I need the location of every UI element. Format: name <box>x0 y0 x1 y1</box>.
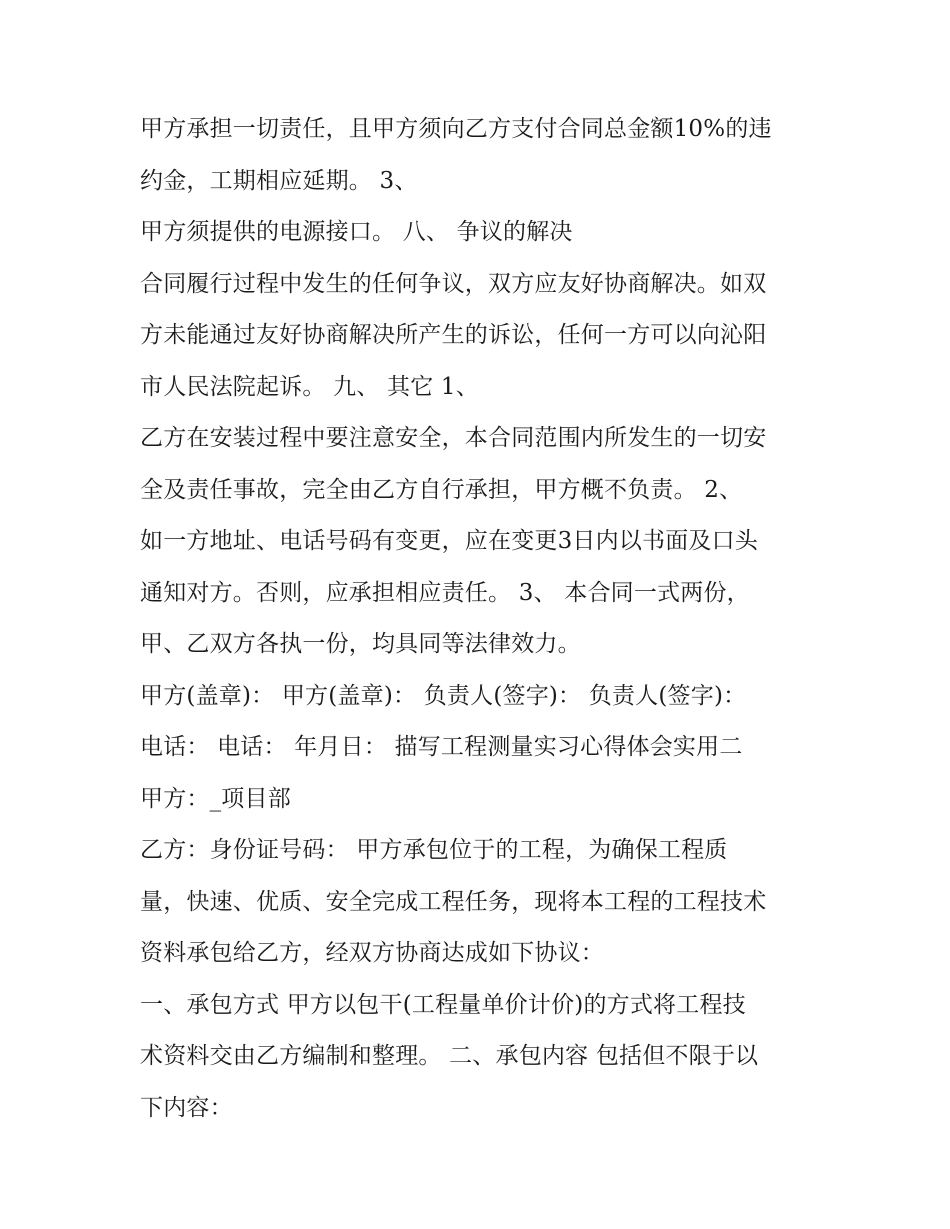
text-line: 量，快速、优质、安全完成工程任务，现将本工程的工程技术 <box>140 888 767 915</box>
text-line: 甲方：_项目部 <box>140 785 291 812</box>
text-line: 合同履行过程中发生的任何争议，双方应友好协商解决。如双 <box>140 270 767 297</box>
signature-line: 甲方(盖章)： 甲方(盖章)： 负责人(签字)： 负责人(签字)： <box>140 682 747 709</box>
text-line: 方未能通过友好协商解决所产生的诉讼，任何一方可以向沁阳 <box>140 322 767 348</box>
text-line: 如一方地址、电话号码有变更，应在变更3日内以书面及口头 <box>140 528 759 554</box>
text-line: 资料承包给乙方，经双方协商达成如下协议： <box>140 940 604 966</box>
text-line: 乙方：身份证号码： 甲方承包位于的工程，为确保工程质 <box>140 837 728 863</box>
text-line: 甲、乙双方各执一份，均具同等法律效力。 <box>140 631 581 657</box>
text-line: 电话： 电话： 年月日： 描写工程测量实习心得体会实用二 <box>140 734 743 760</box>
document-body <box>140 104 830 1134</box>
text-line: 术资料交由乙方编制和整理。 二、承包内容 包括但不限于以 <box>140 1043 759 1069</box>
text-line: 乙方在安装过程中要注意安全，本合同范围内所发生的一切安 <box>140 425 767 451</box>
text-line: 甲方须提供的电源接口。 八、 争议的解决 <box>140 219 573 245</box>
text-line: 下内容： <box>140 1094 233 1121</box>
text-line: 甲方承担一切责任，且甲方须向乙方支付合同总金额10%的违 <box>140 116 772 142</box>
text-line: 通知对方。否则，应承担相应责任。 3、 本合同一式两份， <box>140 579 750 606</box>
text-line: 约金，工期相应延期。 3、 <box>140 167 418 194</box>
text-line: 一、承包方式 甲方以包干(工程量单价计价)的方式将工程技 <box>140 991 746 1018</box>
text-line: 市人民法院起诉。 九、 其它 1、 <box>140 373 479 400</box>
text-line: 全及责任事故，完全由乙方自行承担，甲方概不负责。 2、 <box>140 476 743 503</box>
